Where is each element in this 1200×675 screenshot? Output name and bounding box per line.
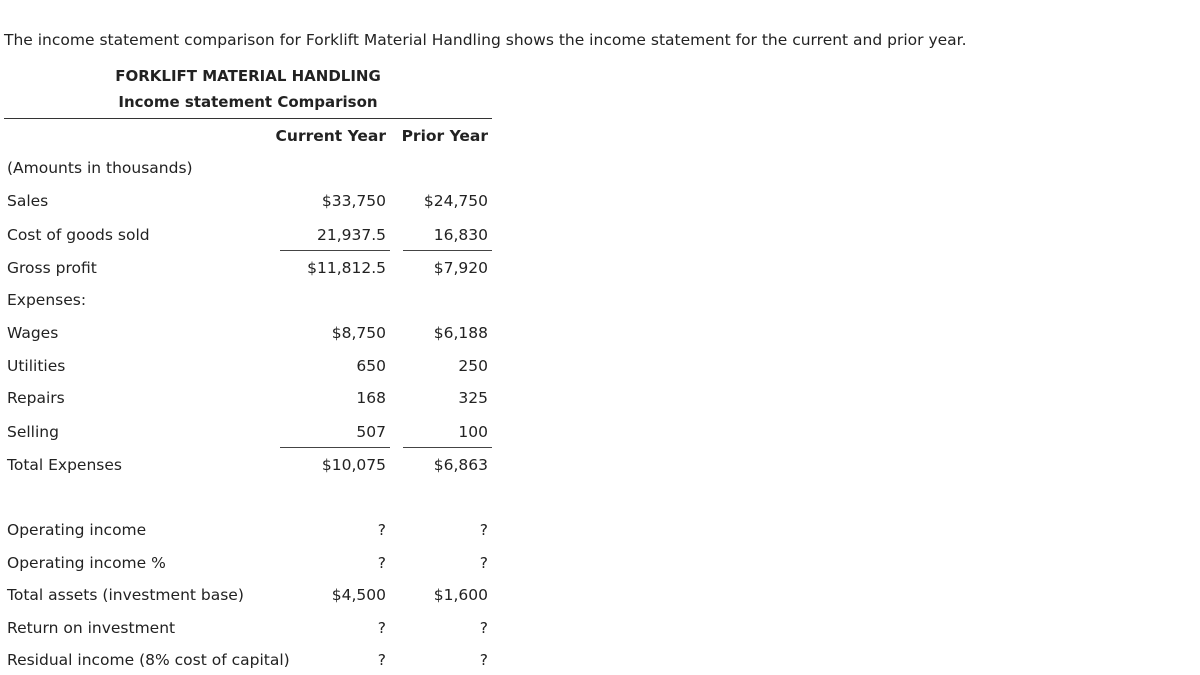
current-year-value: 21,937.5 xyxy=(316,226,386,244)
row-label: Return on investment xyxy=(7,619,176,637)
current-year-value: $11,812.5 xyxy=(307,259,386,277)
row-amounts-note xyxy=(0,159,500,183)
prior-year-value: $6,863 xyxy=(433,456,488,474)
prior-year-value: 100 xyxy=(458,423,488,441)
row-operating-income-percent xyxy=(0,554,500,578)
row-label: Cost of goods sold xyxy=(7,226,150,244)
prior-year-value: 325 xyxy=(458,389,488,407)
prior-year-value: ? xyxy=(479,554,488,572)
row-label: Residual income (8% cost of capital) xyxy=(7,651,290,669)
subtotal-rule-prior xyxy=(403,250,492,251)
prior-year-value: 16,830 xyxy=(433,226,488,244)
prior-year-value: $1,600 xyxy=(433,586,488,604)
prior-year-value: ? xyxy=(479,619,488,637)
row-total-expenses xyxy=(0,456,500,480)
current-year-value: $10,075 xyxy=(321,456,386,474)
prior-year-value: $7,920 xyxy=(433,259,488,277)
statement-title: Income statement Comparison xyxy=(118,93,378,111)
prior-year-value: $24,750 xyxy=(423,192,488,210)
column-header-current-year: Current Year xyxy=(275,127,386,145)
row-label: Selling xyxy=(7,423,59,441)
subtotal-rule-current xyxy=(280,250,390,251)
row-label: Expenses: xyxy=(7,291,87,309)
current-year-value: ? xyxy=(377,619,386,637)
row-label: Total assets (investment base) xyxy=(7,586,244,604)
row-residual-income xyxy=(0,651,500,675)
row-label: Utilities xyxy=(7,357,66,375)
row-expenses-heading xyxy=(0,291,500,315)
subtotal-rule-prior xyxy=(403,447,492,448)
prior-year-value: $6,188 xyxy=(433,324,488,342)
current-year-value: 650 xyxy=(356,357,386,375)
current-year-value: $4,500 xyxy=(331,586,386,604)
prior-year-value: ? xyxy=(479,651,488,669)
prior-year-value: 250 xyxy=(458,357,488,375)
row-operating-income xyxy=(0,521,500,545)
header-rule xyxy=(4,118,492,119)
prior-year-value: ? xyxy=(479,521,488,539)
current-year-value: $33,750 xyxy=(321,192,386,210)
company-name: FORKLIFT MATERIAL HANDLING xyxy=(115,67,381,85)
row-label: (Amounts in thousands) xyxy=(7,159,193,177)
row-label: Operating income % xyxy=(7,554,166,572)
row-selling xyxy=(0,423,500,447)
row-cost-of-goods-sold xyxy=(0,226,500,250)
subtotal-rule-current xyxy=(280,447,390,448)
current-year-value: ? xyxy=(377,651,386,669)
current-year-value: $8,750 xyxy=(331,324,386,342)
current-year-value: ? xyxy=(377,521,386,539)
row-label: Operating income xyxy=(7,521,147,539)
column-header-prior-year: Prior Year xyxy=(401,127,488,145)
row-label: Sales xyxy=(7,192,49,210)
row-label: Total Expenses xyxy=(7,456,122,474)
current-year-value: ? xyxy=(377,554,386,572)
row-sales xyxy=(0,192,500,216)
current-year-value: 168 xyxy=(356,389,386,407)
row-gross-profit xyxy=(0,259,500,283)
row-utilities xyxy=(0,357,500,381)
intro-text: The income statement comparison for Forklift Material Handling shows the income statement for the current and prior year. xyxy=(4,31,967,49)
row-label: Gross profit xyxy=(7,259,97,277)
row-label: Repairs xyxy=(7,389,65,407)
row-return-on-investment xyxy=(0,619,500,643)
row-label: Wages xyxy=(7,324,59,342)
current-year-value: 507 xyxy=(356,423,386,441)
row-total-assets xyxy=(0,586,500,610)
row-repairs xyxy=(0,389,500,413)
row-wages xyxy=(0,324,500,348)
